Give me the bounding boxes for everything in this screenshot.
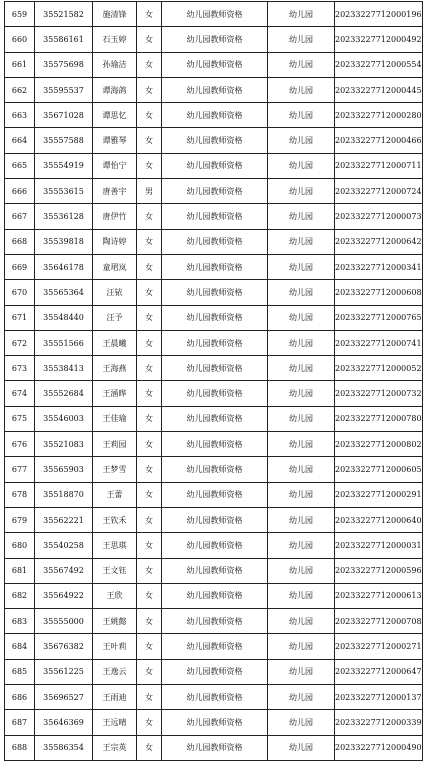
qualification-cell: 幼儿园教师资格 bbox=[162, 103, 268, 128]
subject-cell: 幼儿园 bbox=[268, 204, 335, 229]
candidate-id-cell: 35646369 bbox=[35, 710, 93, 735]
candidate-id-cell: 35551566 bbox=[35, 330, 93, 355]
name-cell: 王涵晔 bbox=[93, 381, 137, 406]
name-cell: 王佳瑜 bbox=[93, 406, 137, 431]
certificate-number-cell: 20233227712000341 bbox=[335, 254, 423, 279]
qualification-cell: 幼儿园教师资格 bbox=[162, 128, 268, 153]
row-index-cell: 680 bbox=[5, 533, 35, 558]
gender-cell: 女 bbox=[137, 103, 162, 128]
gender-cell: 女 bbox=[137, 27, 162, 52]
gender-cell: 女 bbox=[137, 659, 162, 684]
gender-cell: 女 bbox=[137, 507, 162, 532]
name-cell: 王晨曦 bbox=[93, 330, 137, 355]
subject-cell: 幼儿园 bbox=[268, 609, 335, 634]
subject-cell: 幼儿园 bbox=[268, 153, 335, 178]
row-index-cell: 670 bbox=[5, 280, 35, 305]
candidate-id-cell: 35671028 bbox=[35, 103, 93, 128]
name-cell: 施清锋 bbox=[93, 2, 137, 27]
row-index-cell: 672 bbox=[5, 330, 35, 355]
name-cell: 王欣 bbox=[93, 583, 137, 608]
qualification-cell: 幼儿园教师资格 bbox=[162, 533, 268, 558]
row-index-cell: 673 bbox=[5, 356, 35, 381]
qualification-cell: 幼儿园教师资格 bbox=[162, 229, 268, 254]
candidate-id-cell: 35567492 bbox=[35, 558, 93, 583]
row-index-cell: 662 bbox=[5, 77, 35, 102]
qualification-cell: 幼儿园教师资格 bbox=[162, 685, 268, 710]
certificate-number-cell: 20233227712000271 bbox=[335, 634, 423, 659]
qualification-cell: 幼儿园教师资格 bbox=[162, 659, 268, 684]
table-row bbox=[5, 583, 423, 608]
name-cell: 王莉园 bbox=[93, 432, 137, 457]
subject-cell: 幼儿园 bbox=[268, 583, 335, 608]
gender-cell: 女 bbox=[137, 305, 162, 330]
table-row bbox=[5, 330, 423, 355]
qualification-cell: 幼儿园教师资格 bbox=[162, 2, 268, 27]
row-index-cell: 679 bbox=[5, 507, 35, 532]
candidate-id-cell: 35565903 bbox=[35, 457, 93, 482]
row-index-cell: 671 bbox=[5, 305, 35, 330]
candidate-table-body bbox=[5, 2, 423, 761]
gender-cell: 女 bbox=[137, 406, 162, 431]
qualification-cell: 幼儿园教师资格 bbox=[162, 52, 268, 77]
candidate-id-cell: 35521083 bbox=[35, 432, 93, 457]
subject-cell: 幼儿园 bbox=[268, 685, 335, 710]
certificate-number-cell: 20233227712000073 bbox=[335, 204, 423, 229]
name-cell: 汪予 bbox=[93, 305, 137, 330]
row-index-cell: 675 bbox=[5, 406, 35, 431]
name-cell: 王蕾 bbox=[93, 482, 137, 507]
qualification-cell: 幼儿园教师资格 bbox=[162, 330, 268, 355]
row-index-cell: 687 bbox=[5, 710, 35, 735]
subject-cell: 幼儿园 bbox=[268, 179, 335, 204]
candidate-id-cell: 35586354 bbox=[35, 735, 93, 760]
gender-cell: 女 bbox=[137, 735, 162, 760]
certificate-number-cell: 20233227712000780 bbox=[335, 406, 423, 431]
row-index-cell: 663 bbox=[5, 103, 35, 128]
table-row bbox=[5, 735, 423, 760]
table-row bbox=[5, 2, 423, 27]
certificate-number-cell: 20233227712000741 bbox=[335, 330, 423, 355]
name-cell: 陶诗婷 bbox=[93, 229, 137, 254]
qualification-cell: 幼儿园教师资格 bbox=[162, 27, 268, 52]
qualification-cell: 幼儿园教师资格 bbox=[162, 153, 268, 178]
gender-cell: 女 bbox=[137, 685, 162, 710]
subject-cell: 幼儿园 bbox=[268, 103, 335, 128]
subject-cell: 幼儿园 bbox=[268, 406, 335, 431]
name-cell: 谭怡宁 bbox=[93, 153, 137, 178]
certificate-number-cell: 20233227712000732 bbox=[335, 381, 423, 406]
gender-cell: 女 bbox=[137, 280, 162, 305]
certificate-number-cell: 20233227712000802 bbox=[335, 432, 423, 457]
certificate-number-cell: 20233227712000492 bbox=[335, 27, 423, 52]
name-cell: 王宗英 bbox=[93, 735, 137, 760]
subject-cell: 幼儿园 bbox=[268, 280, 335, 305]
certificate-number-cell: 20233227712000708 bbox=[335, 609, 423, 634]
qualification-cell: 幼儿园教师资格 bbox=[162, 254, 268, 279]
gender-cell: 女 bbox=[137, 229, 162, 254]
candidate-id-cell: 35561225 bbox=[35, 659, 93, 684]
row-index-cell: 668 bbox=[5, 229, 35, 254]
table-row bbox=[5, 634, 423, 659]
certificate-number-cell: 20233227712000466 bbox=[335, 128, 423, 153]
qualification-cell: 幼儿园教师资格 bbox=[162, 558, 268, 583]
qualification-cell: 幼儿园教师资格 bbox=[162, 457, 268, 482]
qualification-cell: 幼儿园教师资格 bbox=[162, 356, 268, 381]
candidate-id-cell: 35564922 bbox=[35, 583, 93, 608]
candidate-id-cell: 35538413 bbox=[35, 356, 93, 381]
candidate-id-cell: 35562221 bbox=[35, 507, 93, 532]
table-row bbox=[5, 103, 423, 128]
row-index-cell: 677 bbox=[5, 457, 35, 482]
certificate-number-cell: 20233227712000765 bbox=[335, 305, 423, 330]
candidate-id-cell: 35557588 bbox=[35, 128, 93, 153]
candidate-id-cell: 35696527 bbox=[35, 685, 93, 710]
subject-cell: 幼儿园 bbox=[268, 482, 335, 507]
name-cell: 王姚懿 bbox=[93, 609, 137, 634]
subject-cell: 幼儿园 bbox=[268, 710, 335, 735]
candidate-id-cell: 35546003 bbox=[35, 406, 93, 431]
name-cell: 谭海鸽 bbox=[93, 77, 137, 102]
table-row bbox=[5, 609, 423, 634]
candidate-id-cell: 35555000 bbox=[35, 609, 93, 634]
subject-cell: 幼儿园 bbox=[268, 27, 335, 52]
table-row bbox=[5, 482, 423, 507]
subject-cell: 幼儿园 bbox=[268, 305, 335, 330]
row-index-cell: 685 bbox=[5, 659, 35, 684]
certificate-number-cell: 20233227712000596 bbox=[335, 558, 423, 583]
table-row bbox=[5, 280, 423, 305]
table-row bbox=[5, 381, 423, 406]
certificate-number-cell: 20233227712000052 bbox=[335, 356, 423, 381]
certificate-number-cell: 20233227712000642 bbox=[335, 229, 423, 254]
candidate-id-cell: 35565364 bbox=[35, 280, 93, 305]
candidate-id-cell: 35548440 bbox=[35, 305, 93, 330]
candidate-id-cell: 35553615 bbox=[35, 179, 93, 204]
candidate-table bbox=[4, 1, 423, 761]
name-cell: 石玉婷 bbox=[93, 27, 137, 52]
qualification-cell: 幼儿园教师资格 bbox=[162, 77, 268, 102]
subject-cell: 幼儿园 bbox=[268, 634, 335, 659]
qualification-cell: 幼儿园教师资格 bbox=[162, 305, 268, 330]
certificate-number-cell: 20233227712000137 bbox=[335, 685, 423, 710]
gender-cell: 女 bbox=[137, 583, 162, 608]
candidate-id-cell: 35518870 bbox=[35, 482, 93, 507]
table-row bbox=[5, 507, 423, 532]
table-row bbox=[5, 128, 423, 153]
qualification-cell: 幼儿园教师资格 bbox=[162, 204, 268, 229]
subject-cell: 幼儿园 bbox=[268, 356, 335, 381]
certificate-number-cell: 20233227712000613 bbox=[335, 583, 423, 608]
candidate-id-cell: 35676382 bbox=[35, 634, 93, 659]
table-row bbox=[5, 406, 423, 431]
gender-cell: 女 bbox=[137, 558, 162, 583]
row-index-cell: 667 bbox=[5, 204, 35, 229]
table-row bbox=[5, 27, 423, 52]
subject-cell: 幼儿园 bbox=[268, 558, 335, 583]
certificate-number-cell: 20233227712000490 bbox=[335, 735, 423, 760]
qualification-cell: 幼儿园教师资格 bbox=[162, 507, 268, 532]
row-index-cell: 676 bbox=[5, 432, 35, 457]
candidate-id-cell: 35575698 bbox=[35, 52, 93, 77]
row-index-cell: 660 bbox=[5, 27, 35, 52]
gender-cell: 女 bbox=[137, 356, 162, 381]
certificate-number-cell: 20233227712000605 bbox=[335, 457, 423, 482]
name-cell: 王叶莉 bbox=[93, 634, 137, 659]
name-cell: 王雨迪 bbox=[93, 685, 137, 710]
certificate-number-cell: 20233227712000031 bbox=[335, 533, 423, 558]
subject-cell: 幼儿园 bbox=[268, 254, 335, 279]
candidate-id-cell: 35554919 bbox=[35, 153, 93, 178]
gender-cell: 女 bbox=[137, 432, 162, 457]
name-cell: 王文钰 bbox=[93, 558, 137, 583]
gender-cell: 女 bbox=[137, 254, 162, 279]
name-cell: 王梦雪 bbox=[93, 457, 137, 482]
table-row bbox=[5, 659, 423, 684]
table-row bbox=[5, 432, 423, 457]
table-row bbox=[5, 685, 423, 710]
certificate-number-cell: 20233227712000339 bbox=[335, 710, 423, 735]
gender-cell: 女 bbox=[137, 153, 162, 178]
name-cell: 王海燕 bbox=[93, 356, 137, 381]
subject-cell: 幼儿园 bbox=[268, 507, 335, 532]
subject-cell: 幼儿园 bbox=[268, 229, 335, 254]
row-index-cell: 669 bbox=[5, 254, 35, 279]
gender-cell: 女 bbox=[137, 2, 162, 27]
gender-cell: 女 bbox=[137, 330, 162, 355]
table-row bbox=[5, 77, 423, 102]
qualification-cell: 幼儿园教师资格 bbox=[162, 482, 268, 507]
row-index-cell: 664 bbox=[5, 128, 35, 153]
table-row bbox=[5, 710, 423, 735]
row-index-cell: 682 bbox=[5, 583, 35, 608]
row-index-cell: 686 bbox=[5, 685, 35, 710]
gender-cell: 女 bbox=[137, 482, 162, 507]
gender-cell: 女 bbox=[137, 128, 162, 153]
subject-cell: 幼儿园 bbox=[268, 735, 335, 760]
gender-cell: 女 bbox=[137, 381, 162, 406]
certificate-number-cell: 20233227712000608 bbox=[335, 280, 423, 305]
name-cell: 王逸云 bbox=[93, 659, 137, 684]
name-cell: 童珺岚 bbox=[93, 254, 137, 279]
name-cell: 谭思忆 bbox=[93, 103, 137, 128]
gender-cell: 女 bbox=[137, 634, 162, 659]
gender-cell: 女 bbox=[137, 609, 162, 634]
table-row bbox=[5, 204, 423, 229]
qualification-cell: 幼儿园教师资格 bbox=[162, 609, 268, 634]
gender-cell: 女 bbox=[137, 204, 162, 229]
candidate-id-cell: 35536128 bbox=[35, 204, 93, 229]
name-cell: 王钦禾 bbox=[93, 507, 137, 532]
row-index-cell: 666 bbox=[5, 179, 35, 204]
candidate-id-cell: 35646178 bbox=[35, 254, 93, 279]
subject-cell: 幼儿园 bbox=[268, 330, 335, 355]
name-cell: 王远晴 bbox=[93, 710, 137, 735]
table-row bbox=[5, 305, 423, 330]
gender-cell: 女 bbox=[137, 77, 162, 102]
row-index-cell: 665 bbox=[5, 153, 35, 178]
subject-cell: 幼儿园 bbox=[268, 2, 335, 27]
certificate-number-cell: 20233227712000554 bbox=[335, 52, 423, 77]
subject-cell: 幼儿园 bbox=[268, 432, 335, 457]
name-cell: 孙瑜洁 bbox=[93, 52, 137, 77]
certificate-number-cell: 20233227712000724 bbox=[335, 179, 423, 204]
gender-cell: 女 bbox=[137, 710, 162, 735]
subject-cell: 幼儿园 bbox=[268, 659, 335, 684]
qualification-cell: 幼儿园教师资格 bbox=[162, 381, 268, 406]
gender-cell: 男 bbox=[137, 179, 162, 204]
qualification-cell: 幼儿园教师资格 bbox=[162, 710, 268, 735]
table-row bbox=[5, 229, 423, 254]
candidate-id-cell: 35521582 bbox=[35, 2, 93, 27]
qualification-cell: 幼儿园教师资格 bbox=[162, 179, 268, 204]
name-cell: 唐伊竹 bbox=[93, 204, 137, 229]
gender-cell: 女 bbox=[137, 52, 162, 77]
certificate-number-cell: 20233227712000640 bbox=[335, 507, 423, 532]
row-index-cell: 681 bbox=[5, 558, 35, 583]
row-index-cell: 659 bbox=[5, 2, 35, 27]
table-row bbox=[5, 179, 423, 204]
subject-cell: 幼儿园 bbox=[268, 533, 335, 558]
qualification-cell: 幼儿园教师资格 bbox=[162, 583, 268, 608]
row-index-cell: 674 bbox=[5, 381, 35, 406]
row-index-cell: 661 bbox=[5, 52, 35, 77]
table-row bbox=[5, 52, 423, 77]
subject-cell: 幼儿园 bbox=[268, 77, 335, 102]
certificate-number-cell: 20233227712000647 bbox=[335, 659, 423, 684]
name-cell: 王思琪 bbox=[93, 533, 137, 558]
candidate-id-cell: 35539818 bbox=[35, 229, 93, 254]
certificate-number-cell: 20233227712000711 bbox=[335, 153, 423, 178]
name-cell: 汪铱 bbox=[93, 280, 137, 305]
qualification-cell: 幼儿园教师资格 bbox=[162, 280, 268, 305]
table-row bbox=[5, 153, 423, 178]
qualification-cell: 幼儿园教师资格 bbox=[162, 432, 268, 457]
subject-cell: 幼儿园 bbox=[268, 128, 335, 153]
subject-cell: 幼儿园 bbox=[268, 52, 335, 77]
row-index-cell: 683 bbox=[5, 609, 35, 634]
table-row bbox=[5, 558, 423, 583]
subject-cell: 幼儿园 bbox=[268, 381, 335, 406]
row-index-cell: 684 bbox=[5, 634, 35, 659]
qualification-cell: 幼儿园教师资格 bbox=[162, 634, 268, 659]
certificate-number-cell: 20233227712000280 bbox=[335, 103, 423, 128]
qualification-cell: 幼儿园教师资格 bbox=[162, 406, 268, 431]
table-row bbox=[5, 254, 423, 279]
certificate-number-cell: 20233227712000445 bbox=[335, 77, 423, 102]
candidate-id-cell: 35586161 bbox=[35, 27, 93, 52]
table-row bbox=[5, 533, 423, 558]
row-index-cell: 678 bbox=[5, 482, 35, 507]
name-cell: 唐善宇 bbox=[93, 179, 137, 204]
row-index-cell: 688 bbox=[5, 735, 35, 760]
name-cell: 谭雅琴 bbox=[93, 128, 137, 153]
table-row bbox=[5, 356, 423, 381]
candidate-id-cell: 35552684 bbox=[35, 381, 93, 406]
gender-cell: 女 bbox=[137, 533, 162, 558]
candidate-id-cell: 35595537 bbox=[35, 77, 93, 102]
qualification-cell: 幼儿园教师资格 bbox=[162, 735, 268, 760]
candidate-id-cell: 35540258 bbox=[35, 533, 93, 558]
table-row bbox=[5, 457, 423, 482]
subject-cell: 幼儿园 bbox=[268, 457, 335, 482]
gender-cell: 女 bbox=[137, 457, 162, 482]
certificate-number-cell: 20233227712000291 bbox=[335, 482, 423, 507]
certificate-number-cell: 20233227712000196 bbox=[335, 2, 423, 27]
